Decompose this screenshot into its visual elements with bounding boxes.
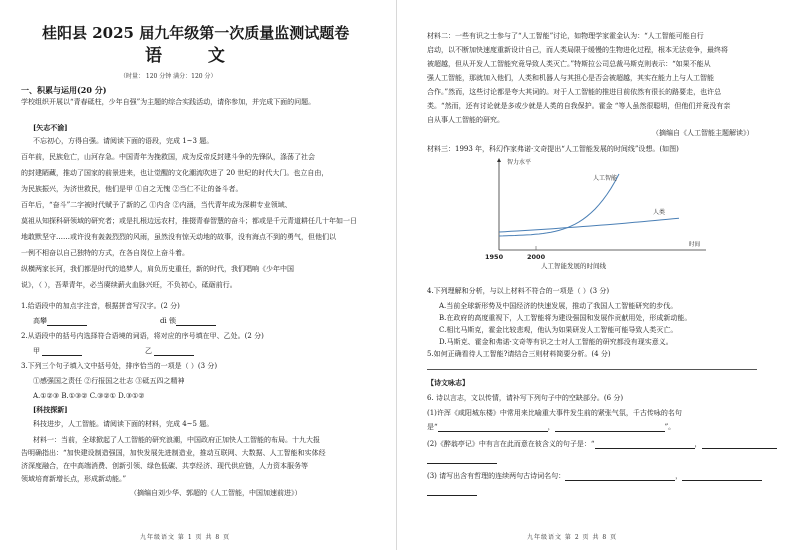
text-line: D.马斯克、霍金和弗诺·文奇等有识之士对人工智能的研究都没有现实意义。: [439, 338, 673, 346]
text-line: 材料二：一些有识之士参与了“人工智能”讨论，如物理学家霍金认为：“人工智能可能自行: [427, 32, 704, 40]
text-line: 告明确指出：“加快建设制造强国，加快发展先进制造业，推动互联网、大数据、人工智能和实体经: [21, 449, 326, 457]
subject-title: 语 文: [145, 46, 245, 66]
text-line: 强人工智能，那就加入他们，人类和机器人与其担心是否会被超越，其实在能力上与人工智能: [427, 74, 714, 82]
question-1: 1.给语段中的加点字注音，根据拼音写汉字。(2 分): [21, 302, 180, 310]
answer-line: [427, 369, 757, 370]
text-line: A.当前全球新形势及中国经济的快速发展，推动了我国人工智能研究的步伐。: [439, 302, 678, 310]
q1-item-a: 高攀: [33, 317, 87, 326]
text-line: 类。“然而，还有讨论就是多或少就是人类的自我保护。霍金 “等人虽然很聪明，但他们并竟没有亲: [427, 102, 731, 110]
text-line: B.在政府的高度重视下，人工智能将为建设强国和发展作贡献用处，形成新动能。: [439, 314, 692, 322]
q6-item-1: (1)许浑《咸阳城东楼》中常用来比喻重大事件发生前的紧张气氛，千古传咏的名句: [427, 409, 682, 417]
q2-answer-b: 乙: [145, 347, 194, 356]
q3-choices: A.①②③ B.①③② C.③②① D.③①②: [33, 392, 145, 400]
text-line: 启动，以不断加快速度重新设计自己，而人类局限于缓慢的生物进化过程，根本无法竞争，最终将: [427, 46, 728, 54]
series-ai-line: [499, 174, 619, 236]
section-heading: 一、积累与运用(20 分): [21, 85, 107, 95]
page-2: [397, 0, 794, 550]
series-human-label: 人类: [653, 209, 666, 216]
text-line: 莫祖从知探科研领域的研究者；或是扎根边远农村，推掇青春智慧的奋斗；都或是千元青道耕任几十年如一日: [21, 217, 357, 225]
question-6: 6. 诗以言志，文以传情，请补写下列句子中的空缺部分。(6 分): [427, 394, 624, 402]
text-line: 说》，（ ），吾辈青年，必当赓续薪火血脉兴旺，不负初心，砥砺前行。: [21, 281, 237, 289]
subsection-tag: [科技探新]: [33, 405, 68, 414]
text-line: C.相比马斯克，霍金比较悲观，他认为如果研发人工智能可能导致人类灭亡。: [439, 326, 678, 334]
q3-options: ①感强国之责任 ②行报国之壮志 ③砥五四之精神: [33, 377, 185, 385]
page-footer: 九年级语文 第 1 页 共 8 页: [140, 534, 231, 541]
q6-item-3: (3) 请写出含有哲理的连续两句古诗词名句： ，: [427, 472, 762, 481]
x-tick-label: 2000: [527, 253, 546, 261]
x-tick-label: 1950: [485, 253, 504, 261]
y-axis-arrow: [497, 158, 501, 162]
text-line: 济深度融合，在中高端消费、创新引领、绿色低碳、共享经济、现代供应链，人力资本服务等: [21, 462, 308, 470]
q6-item-1-blanks: 是“ ， ”。: [427, 423, 676, 431]
q6-item-3-blank: [427, 487, 477, 496]
exam-meta: （时量： 120 分钟 满分：120 分）: [120, 73, 217, 80]
chart-title: 人工智能发展的时间线: [541, 262, 606, 270]
text-line: 地敢默坚守……或许没有轰轰烈烈的风雨，虽然没有惊天动地的故事，没有海点不到的勇气，但他们以: [21, 233, 336, 241]
text-line: 为民族振兴，为济世救民，他们是甲 ①自之无愧 ②当仁不让的备斗者。: [21, 185, 243, 193]
material-1-source: （摘编自刘少华、郭超的《人工智能，中国加速前进》）: [130, 489, 302, 497]
text-line: 合作。”然而，这些讨论都是夸大其词的。对于人工智能的推进目前依然有很长的路要走，也许总: [427, 88, 722, 96]
x-axis-label: 时间: [689, 242, 701, 248]
text-line: 材料一：当前，全球掀起了人工智能的研究浪潮，中国政府正加快人工智能的布局。十九大报: [33, 436, 320, 444]
series-human-line: [499, 218, 679, 232]
question-4: 4.下列理解和分析，与以上材料不符合的一项是（ ）(3 分): [427, 287, 610, 295]
ai-timeline-chart: [481, 150, 711, 270]
series-ai-label: 人工智能: [593, 175, 618, 182]
question-2: 2.从语段中的括号内选择符合语境的词语，将对应的序号填在甲、乙处。(2 分): [21, 332, 264, 340]
text-line: 一例不相奋以自己独特的方式，在各自岗位上奋斗着。: [21, 249, 189, 257]
subsection-tag: [矢志不渝]: [33, 123, 68, 132]
question-3: 3.下列三个句子填入文中括号处，排序恰当的一项是（ ）(3 分): [21, 362, 218, 370]
q6-item-2-blank: [427, 455, 497, 464]
question-5: 5.如何正确看待人工智能?请结合三则材料简要分析。(4 分): [427, 350, 611, 358]
text-line: 的封建陋藏，推动了国家的前景进来，也让觉醒的文化潮流吹进了 20 世纪的时代大门。也立自由，: [21, 169, 329, 177]
section-heading: 【诗文咏志】: [427, 378, 469, 387]
text-line: 百年前，民族危亡，山河存急。中国青年为挽救国，成为反帝反封建斗争的先锋队，涤荡了社会: [21, 153, 315, 161]
material-3: 材料三：1993 年，科幻作家弗诺·文奇提出“人工智能发展的时间线”设想。(如图): [427, 145, 679, 153]
exam-title: 桂阳县 2025 届九年级第一次质量监测试题卷: [42, 24, 350, 42]
text-line: 被超越，但从开发人工智能究竟导致人类灭亡。”特斯拉公司总裁马斯克则表示：“如果不能从: [427, 60, 711, 68]
y-axis-label: 智力水平: [507, 159, 532, 166]
text-line: 纵横两家长河，我们都是时代的追梦人，肩负历史重任，新的时代，我们唱响《少年中国: [21, 265, 294, 273]
q6-item-2: (2)《醉翁亭记》中有言在此而意在彼含义的句子是：“ ，: [427, 440, 777, 449]
text-line: 领域培育新增长点，形成新动能。”: [21, 475, 127, 483]
q2-answer-a: 甲: [33, 347, 82, 356]
text-line: 不忘初心，方得自强。请阅读下面的语段，完成 1~3 题。: [33, 137, 214, 145]
tech-intro: 科技进步，人工智能。请阅读下面的材料，完成 4~5 题。: [33, 420, 214, 428]
intro-text: 学校组织开展以“青春砥柱，少年自强”为主题的综合实践活动，请你参加，并完成下面的问题。: [21, 98, 316, 106]
text-line: 百年后，“奋斗”二字被时代赋予了新的乙 ①内含 ②内涵，当代青年成为深耕专业领域、: [21, 201, 292, 209]
material-2-source: （摘编自《人工智能主题解读》）: [652, 129, 754, 137]
q1-item-b: dì 锁: [160, 317, 216, 326]
page-footer: 九年级语文 第 2 页 共 8 页: [527, 534, 618, 541]
text-line: 自从事人工智能的研究。: [427, 116, 504, 124]
